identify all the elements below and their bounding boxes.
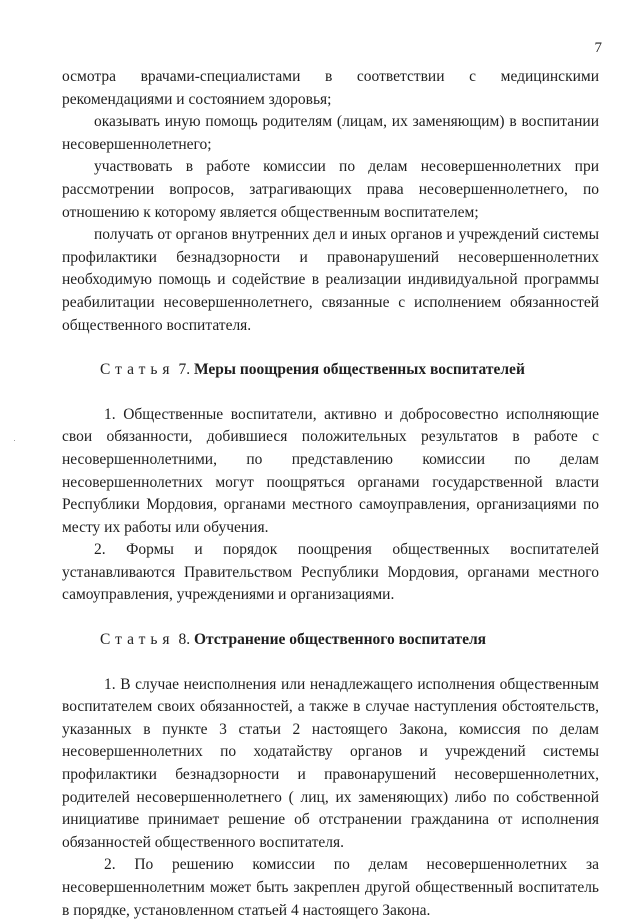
article-8-number: 8.	[178, 631, 191, 649]
paragraph-duty-help: оказывать иную помощь родителям (лицам, их заменяющим) в воспитании несовершеннолетнего;	[62, 113, 599, 153]
article-7-paragraph-2: 2. Формы и порядок поощрения общественных воспитателей устанавливаются Правительством Республики Мордовия, органами местного самоуправления, учреждениями и организациями.	[62, 541, 599, 604]
article-8-lead: Статья	[100, 631, 175, 649]
article-8-paragraph-1: 1. В случае неисполнения или ненадлежащего исполнения общественным воспитателем своих обязанностей, а также в случае наступления обстоятельств, указанных в пункте 3 статьи 2 настоящего Закона, комиссия по делам несовершеннолетних по ходатайству органов и учреждений системы профилактики безнадзорности и правонарушений несовершеннолетних, родителей несовершеннолетнего ( лиц, их заменяющих) либо по собственной инициативе принимает решение об отстранении гражданина от исполнения обязанностей общественного воспитателя.	[62, 675, 599, 851]
article-7-title: Меры поощрения общественных воспитателей	[193, 361, 525, 379]
article-7-paragraph-1: 1. Общественные воспитатели, активно и добросовестно исполняющие свои обязанности, добившиеся положительных результатов в работе с несовершеннолетними, по представлению комиссии по делам несовершеннолетних могут поощряться органами государственной власти Республики Мордовия, органами местного самоуправления, организациями по месту их работы или обучения.	[62, 405, 599, 536]
paragraph-continuation: осмотра врачами-специалистами в соответствии с медицинскими рекомендациями и состоянием здоровья;	[62, 68, 599, 108]
page-number: 7	[594, 40, 602, 56]
paragraph-duty-assistance: получать от органов внутренних дел и иных органов и учреждений системы профилактики безнадзорности и правонарушений несовершеннолетних необходимую помощь и содействие в реализации индивидуальной программы реабилитации несовершеннолетнего, связанные с исполнением обязанностей общественного воспитателя.	[62, 226, 599, 334]
article-8-heading	[62, 629, 599, 652]
paragraph-duty-commission: участвовать в работе комиссии по делам несовершеннолетних при рассмотрении вопросов, затрагивающих права несовершеннолетнего, по отношению к которому является общественным воспитателем;	[62, 158, 599, 221]
article-8-paragraph-2: 2. По решению комиссии по делам несовершеннолетних за несовершеннолетним может быть закреплен другой общественный воспитатель в порядке, установленном статьей 4 настоящего Закона.	[62, 856, 599, 919]
article-7-number: 7.	[178, 361, 191, 379]
article-7-heading	[62, 359, 599, 382]
document-body	[62, 66, 599, 922]
margin-dot	[14, 440, 15, 441]
article-7-lead: Статья	[100, 361, 175, 379]
article-8-title: Отстранение общественного воспитателя	[193, 631, 487, 649]
